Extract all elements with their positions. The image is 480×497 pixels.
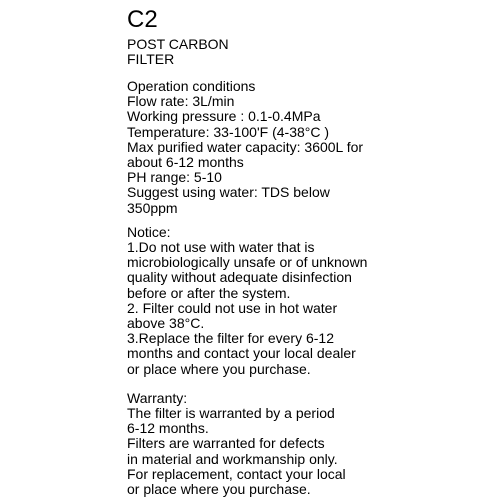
notice-line: 2. Filter could not use in hot water (127, 299, 338, 316)
notice-section (127, 225, 472, 377)
notice-line: months and contact your local dealer (127, 345, 356, 362)
notice-line: microbiologically unsafe or of unknown (127, 254, 368, 271)
product-name (127, 37, 472, 67)
suggest-water: Suggest using water: TDS below (127, 184, 330, 201)
warranty-line: 6-12 months. (127, 420, 209, 437)
working-pressure: Working pressure : 0.1-0.4MPa (127, 108, 321, 125)
product-code: C2 (127, 6, 158, 33)
notice-line: 1.Do not use with water that is (127, 239, 315, 256)
flow-rate: Flow rate: 3L/min (127, 93, 235, 110)
notice-line: quality without adequate disinfection (127, 269, 352, 286)
notice-line: before or after the system. (127, 284, 291, 301)
product-name-line: POST CARBON (127, 36, 229, 52)
warranty-line: The filter is warranted by a period (127, 405, 335, 422)
warranty-line: or place where you purchase. (127, 481, 311, 497)
warranty-line: in material and workmanship only. (127, 450, 338, 467)
warranty-line: Filters are warranted for defects (127, 435, 325, 452)
suggest-water-cont: 350ppm (127, 199, 178, 216)
notice-line: or place where you purchase. (127, 360, 311, 377)
product-name-line: FILTER (127, 51, 175, 67)
warranty-section (127, 391, 472, 497)
notice-heading: Notice: (127, 223, 171, 240)
max-capacity: Max purified water capacity: 3600L for (127, 138, 364, 155)
notice-line: 3.Replace the filter for every 6-12 (127, 330, 334, 347)
ph-range: PH range: 5-10 (127, 169, 222, 186)
max-capacity-cont: about 6-12 months (127, 154, 244, 171)
warranty-heading: Warranty: (127, 389, 188, 406)
operation-heading: Operation conditions (127, 78, 256, 94)
warranty-line: For replacement, contact your local (127, 465, 346, 482)
operation-conditions-section (127, 79, 472, 216)
temperature: Temperature: 33-100'F (4-38°C ) (127, 123, 330, 140)
notice-line: above 38°C. (127, 315, 205, 332)
filter-spec-sheet (127, 6, 472, 497)
